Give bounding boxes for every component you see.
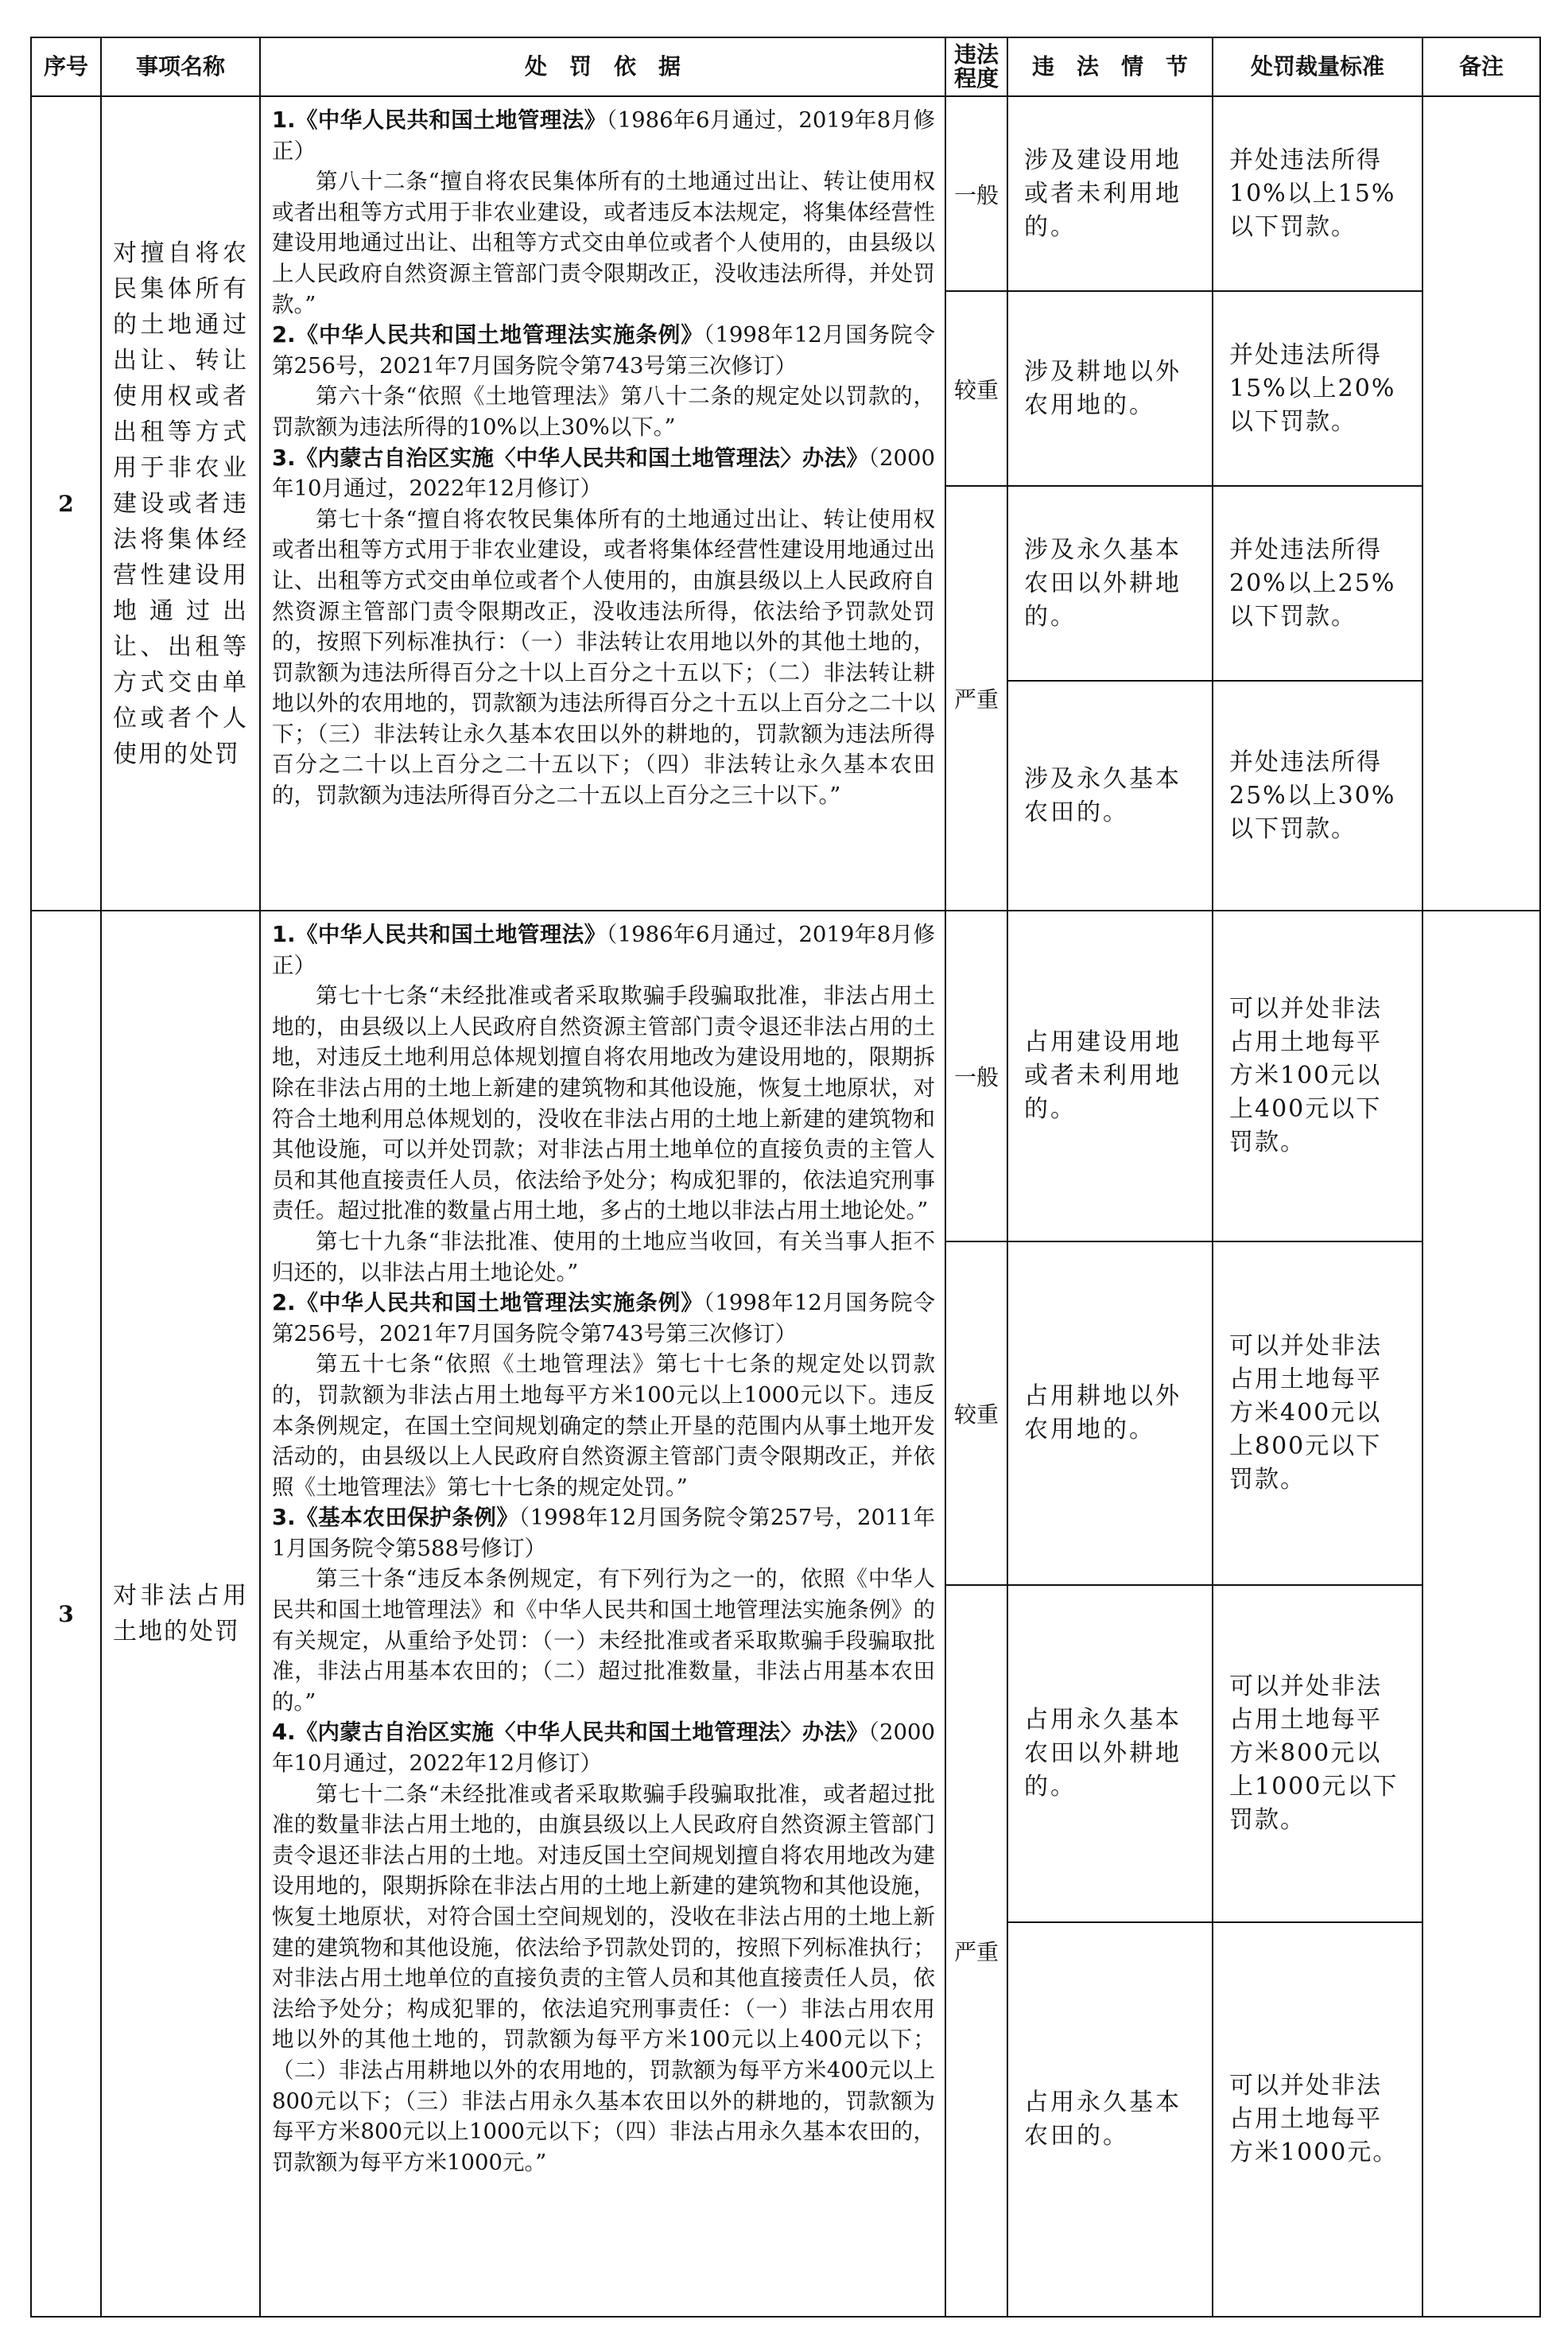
row-3-article-57: 第五十七条“依照《土地管理法》第七十七条的规定处以罚款的，罚款额为非法占用土地每平方米100元以上1000元以下。违反本条例规定，在国土空间规划确定的禁止开垦的范围内从事土地开发活动的，由县级以上人民政府自然资源主管部门责令限期改正，并依照《土地管理法》第七十七条的规定处罚。” [272, 1351, 935, 1500]
row-3-degree-severe: 严重 [946, 1586, 1008, 2318]
row-3-degree-serious: 较重 [946, 1242, 1008, 1586]
row-3-item-name: 对非法占用土地的处罚 [102, 911, 261, 2318]
header-seq: 序号 [30, 37, 102, 97]
header-circumstance: 违 法 情 节 [1008, 37, 1213, 97]
row-3-article-72: 第七十二条“未经批准或者采取欺骗手段骗取批准，或者超过批准的数量非法占用土地的，由旗县级以上人民政府自然资源主管部门责令退还非法占用的土地。对违反国土空间规划擅自将农用地改为建设用地的，限期拆除在非法占用的土地上新建的建筑物和其他设施，恢复土地原状，对符合国土空间规划的，没收在非法占用的土地上新建的建筑物和其他设施，依法给予罚款处罚的，按照下列标准执行；对非法占用土地单位的直接负责的主管人员和其他直接责任人员，依法给予处分；构成犯罪的，依法追究刑事责任：（一）非法占用农用地以外的其他土地的，罚款额为每平方米100元以上400元以下；（二）非法占用耕地以外的农用地的，罚款额为每平方米400元以上800元以下；（三）非法占用永久基本农田以外的耕地的，罚款额为每平方米800元以上1000元以下；（四）非法占用永久基本农田的，罚款额为每平方米1000元。” [272, 1781, 935, 2175]
row-2-standard-1: 并处违法所得 10%以上15% 以下罚款。 [1213, 97, 1423, 292]
row-2-circumstance-1: 涉及建设用地 或者未利用地 的。 [1008, 97, 1213, 292]
row-2-law-2: 2.《中华人民共和国土地管理法实施条例》 [272, 322, 704, 348]
row-2-item-name: 对擅自将农民集体所有的土地通过出让、转让使用权或者出租等方式用于非农业建设或者违法将集体经营性建设用地通过出让、出租等方式交由单位或者个人使用的处罚 [102, 97, 261, 911]
row-3-standard-3: 可以并处非法 占用土地每平 方米800元以 上1000元以下 罚款。 [1213, 1586, 1423, 1923]
row-2-remark [1423, 97, 1541, 911]
row-3-circumstance-1: 占用建设用地 或者未利用地 的。 [1008, 911, 1213, 1242]
row-2-standard-3: 并处违法所得 20%以上25% 以下罚款。 [1213, 487, 1423, 682]
row-2-law-3-note: （2000年10月通过，2022年12月修订） [272, 445, 935, 502]
row-2-law-1: 1.《中华人民共和国土地管理法》 [272, 107, 607, 133]
row-2-circumstance-4: 涉及永久基本 农田的。 [1008, 682, 1213, 911]
row-3-law-2-note: （1998年12月国务院令第256号，2021年7月国务院令第743号第三次修订） [272, 1290, 935, 1346]
header-remark: 备注 [1423, 37, 1541, 97]
row-2-law-1-note: （1986年6月通过，2019年8月修正） [272, 107, 935, 164]
row-2-standard-2: 并处违法所得 15%以上20% 以下罚款。 [1213, 292, 1423, 487]
row-2-article-70: 第七十条“擅自将农牧民集体所有的土地通过出让、转让使用权或者出租等方式用于非农业建设，或者将集体经营性建设用地通过出让、出租等方式交由单位或者个人使用的，由旗县级以上人民政府自然资源主管部门责令限期改正，没收违法所得，依法给予罚款处罚的，按照下列标准执行：（一）非法转让农用地以外的其他土地的，罚款额为违法所得百分之十以上百分之十五以下；（二）非法转让耕地以外的农用地的，罚款额为违法所得百分之十五以上百分之二十以下；（三）非法转让永久基本农田以外的耕地的，罚款额为违法所得百分之二十以上百分之二十五以下；（四）非法转让永久基本农田的，罚款额为违法所得百分之二十五以上百分之三十以下。” [272, 506, 935, 809]
penalty-standard-table [30, 37, 1541, 2318]
header-degree: 违法程度 [946, 37, 1008, 97]
row-2-law-3: 3.《内蒙古自治区实施〈中华人民共和国土地管理法〉办法》 [272, 445, 869, 471]
row-3-law-4: 4.《内蒙古自治区实施〈中华人民共和国土地管理法〉办法》 [272, 1719, 869, 1746]
row-3-law-1-note: （1986年6月通过，2019年8月修正） [272, 922, 935, 978]
row-2-degree-severe: 严重 [946, 487, 1008, 911]
row-2-article-82: 第八十二条“擅自将农民集体所有的土地通过出让、转让使用权或者出租等方式用于非农业建设，或者违反本法规定，将集体经营性建设用地通过出让、出租等方式交由单位或者个人使用的，由县级以上人民政府自然资源主管部门责令限期改正，没收违法所得，并处罚款。” [272, 169, 935, 317]
row-3-circumstance-2: 占用耕地以外 农用地的。 [1008, 1242, 1213, 1586]
header-item-name: 事项名称 [102, 37, 261, 97]
row-3-article-77: 第七十七条“未经批准或者采取欺骗手段骗取批准，非法占用土地的，由县级以上人民政府自然资源主管部门责令退还非法占用的土地，对违反土地利用总体规划擅自将农用地改为建设用地的，限期拆除在非法占用的土地上新建的建筑物和其他设施，恢复土地原状，对符合土地利用总体规划的，没收在非法占用的土地上新建的建筑物和其他设施，可以并处罚款；对非法占用土地单位的直接负责的主管人员和其他直接责任人员，依法给予处分；构成犯罪的，依法追究刑事责任。超过批准的数量占用土地，多占的土地以非法占用土地论处。” [272, 983, 935, 1224]
row-3-law-1: 1.《中华人民共和国土地管理法》 [272, 922, 607, 947]
row-3-basis [261, 911, 946, 2318]
row-2-degree-general: 一般 [946, 97, 1008, 292]
row-3-standard-1: 可以并处非法 占用土地每平 方米100元以 上400元以下 罚款。 [1213, 911, 1423, 1242]
header-basis: 处 罚 依 据 [261, 37, 946, 97]
row-2-basis [261, 97, 946, 911]
row-2-circumstance-3: 涉及永久基本 农田以外耕地 的。 [1008, 487, 1213, 682]
row-3-standard-2: 可以并处非法 占用土地每平 方米400元以 上800元以下 罚款。 [1213, 1242, 1423, 1586]
row-3-article-79: 第七十九条“非法批准、使用的土地应当收回，有关当事人拒不归还的，以非法占用土地论处。” [272, 1228, 935, 1285]
row-2-seq: 2 [30, 97, 102, 911]
row-3-seq: 3 [30, 911, 102, 2318]
row-2-degree-serious: 较重 [946, 292, 1008, 487]
row-3-law-3-note: （1998年12月国务院令第257号，2011年1月国务院令第588号修订） [272, 1505, 935, 1561]
row-3-standard-4: 可以并处非法 占用土地每平 方米1000元。 [1213, 1923, 1423, 2318]
row-2-article-60: 第六十条“依照《土地管理法》第八十二条的规定处以罚款的，罚款额为违法所得的10%以上30%以下。” [272, 383, 935, 440]
row-3-law-2: 2.《中华人民共和国土地管理法实施条例》 [272, 1290, 704, 1316]
row-3-article-30: 第三十条“违反本条例规定，有下列行为之一的，依照《中华人民共和国土地管理法》和《中华人民共和国土地管理法实施条例》的有关规定，从重给予处罚：（一）未经批准或者采取欺骗手段骗取批准，非法占用基本农田的；（二）超过批准数量，非法占用基本农田的。” [272, 1566, 935, 1715]
row-2-circumstance-2: 涉及耕地以外 农用地的。 [1008, 292, 1213, 487]
header-standard: 处罚裁量标准 [1213, 37, 1423, 97]
row-3-remark [1423, 911, 1541, 2318]
row-3-circumstance-3: 占用永久基本 农田以外耕地 的。 [1008, 1586, 1213, 1923]
row-3-law-3: 3.《基本农田保护条例》 [272, 1505, 519, 1531]
row-3-law-4-note: （2000年10月通过，2022年12月修订） [272, 1719, 935, 1777]
row-2-law-2-note: （1998年12月国务院令第256号，2021年7月国务院令第743号第三次修订） [272, 322, 935, 379]
row-2-standard-4: 并处违法所得 25%以上30% 以下罚款。 [1213, 682, 1423, 911]
row-3-circumstance-4: 占用永久基本 农田的。 [1008, 1923, 1213, 2318]
row-3-degree-general: 一般 [946, 911, 1008, 1242]
